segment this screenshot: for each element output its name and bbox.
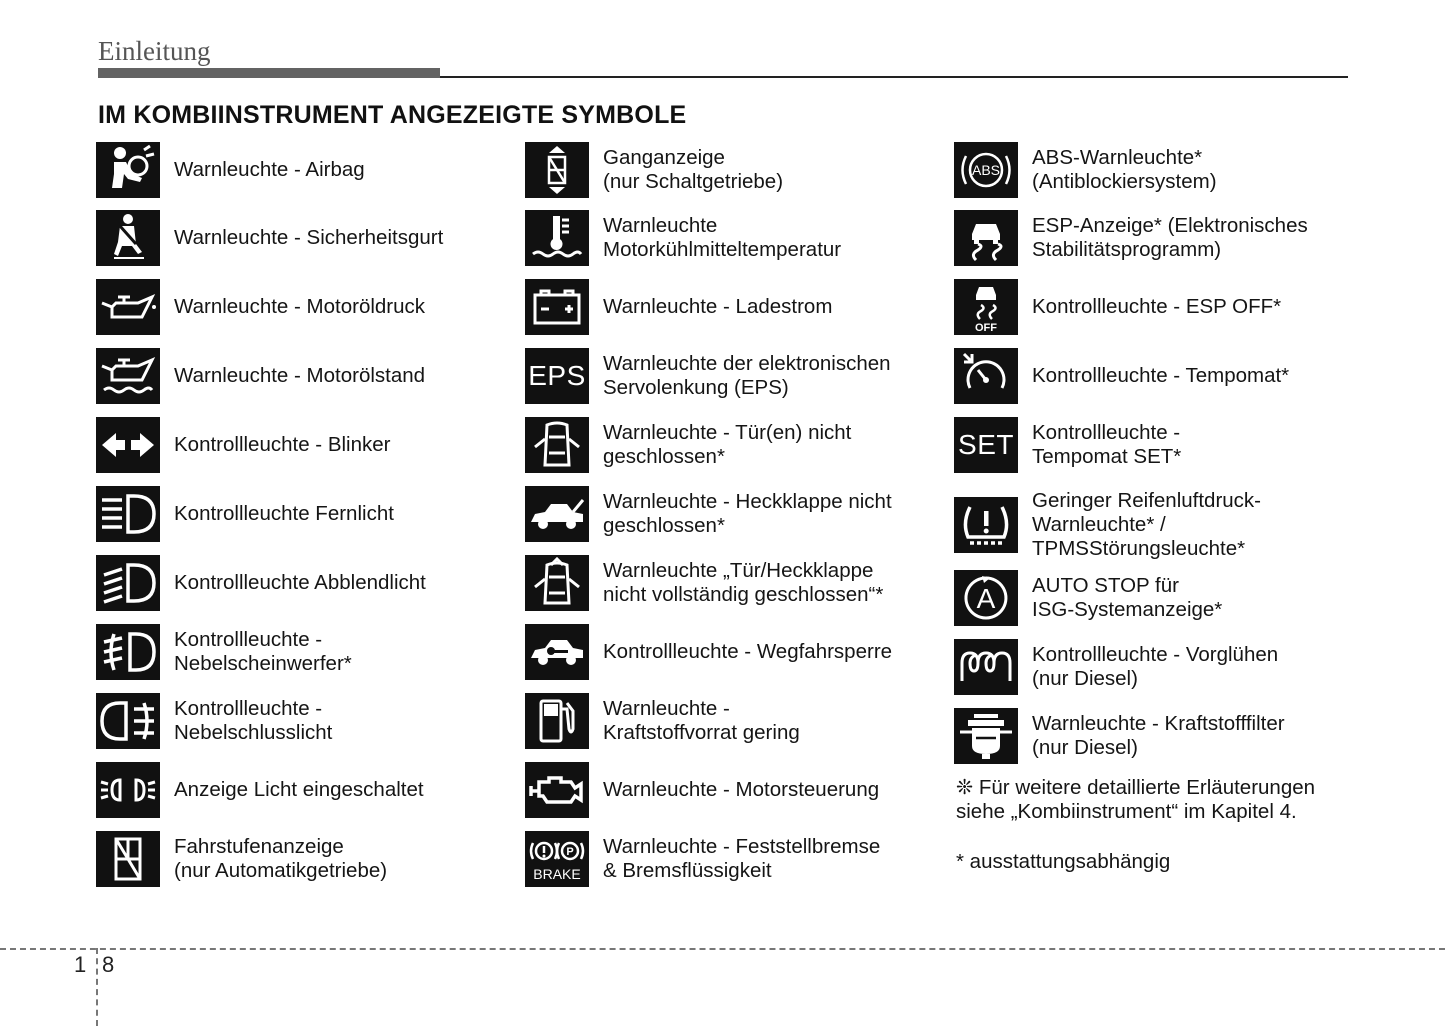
- equipment-note: * ausstattungsabhängig: [956, 850, 1171, 873]
- symbol-label: Geringer Reifenluftdruck- Warnleuchte* / TPMSStörungsleuchte*: [1032, 489, 1262, 560]
- symbol-label: Ganganzeige (nur Schaltgetriebe): [603, 146, 784, 193]
- symbol-item: [954, 708, 1285, 764]
- svg-text:P: P: [566, 846, 574, 858]
- oil-level-icon: [96, 348, 160, 404]
- header-rule: [440, 76, 1348, 78]
- svg-text:OFF: OFF: [975, 322, 997, 333]
- symbol-item: [525, 210, 841, 266]
- symbol-item: [525, 555, 883, 611]
- symbol-label: Fahrstufenanzeige (nur Automatikgetriebe): [174, 835, 388, 882]
- symbol-label: Warnleuchte „Tür/Heckklappe nicht vollständig geschlossen“*: [603, 559, 884, 606]
- symbol-item: [954, 142, 1217, 198]
- svg-text:BRAKE: BRAKE: [533, 866, 581, 882]
- turn-signal-icon: [96, 417, 160, 473]
- symbol-label: Warnleuchte Motorkühlmitteltemperatur: [603, 214, 842, 261]
- symbol-label: Warnleuchte - Motorsteuerung: [603, 778, 880, 801]
- battery-icon: [525, 279, 589, 335]
- symbol-item: [954, 639, 1278, 695]
- footer-rule: [0, 948, 1445, 950]
- seatbelt-icon: [96, 210, 160, 266]
- door-open-icon: [525, 417, 589, 473]
- symbol-label: Kontrollleuchte - Vorglühen (nur Diesel): [1032, 643, 1279, 690]
- symbol-item: [525, 417, 851, 473]
- esp-off-icon: [954, 279, 1018, 335]
- symbol-label: Anzeige Licht eingeschaltet: [174, 778, 424, 801]
- symbol-label: Kontrollleuchte Abblendlicht: [174, 571, 426, 594]
- symbol-item: [525, 279, 832, 335]
- symbol-label: ESP-Anzeige* (Elektronisches Stabilitätsprogramm): [1032, 214, 1308, 261]
- symbol-item: [96, 555, 426, 611]
- symbol-item: [954, 279, 1281, 335]
- symbol-label: Kontrollleuchte - Blinker: [174, 433, 391, 456]
- cruise-control-icon: [954, 348, 1018, 404]
- symbol-label: Warnleuchte der elektronischen Servolenkung (EPS): [603, 352, 891, 399]
- symbol-item: [96, 210, 443, 266]
- coolant-temp-icon: [525, 210, 589, 266]
- symbol-item: [525, 486, 892, 542]
- symbol-label: Warnleuchte - Motorölstand: [174, 364, 426, 387]
- symbol-item: [525, 624, 892, 680]
- oil-pressure-icon: [96, 279, 160, 335]
- brake-icon: [525, 831, 589, 887]
- symbol-label: ABS-Warnleuchte* (Antiblockiersystem): [1032, 146, 1217, 193]
- symbol-item: [96, 762, 424, 818]
- set-icon: SET: [954, 417, 1018, 473]
- symbol-item: [954, 210, 1308, 266]
- glow-plug-icon: [954, 639, 1018, 695]
- svg-text:A: A: [976, 583, 996, 614]
- shift-indicator-icon: [525, 142, 589, 198]
- door-trunk-open-icon: [525, 555, 589, 611]
- fuel-icon: [525, 693, 589, 749]
- eps-icon: EPS: [525, 348, 589, 404]
- trunk-open-icon: [525, 486, 589, 542]
- immobilizer-icon: [525, 624, 589, 680]
- light-on-icon: [96, 762, 160, 818]
- abs-icon: [954, 142, 1018, 198]
- symbol-label: Warnleuchte - Kraftstofffilter (nur Diesel): [1032, 712, 1285, 759]
- symbol-item: [96, 486, 394, 542]
- section-title: Einleitung: [98, 36, 211, 66]
- high-beam-icon: [96, 486, 160, 542]
- engine-check-icon: [525, 762, 589, 818]
- symbol-item: [96, 142, 365, 198]
- symbol-item: [96, 417, 391, 473]
- symbol-label: Warnleuchte - Sicherheitsgurt: [174, 226, 444, 249]
- symbol-label: Warnleuchte - Heckklappe nicht geschlossen*: [603, 490, 892, 537]
- section-bar: [98, 68, 440, 78]
- symbol-item: [525, 142, 783, 198]
- airbag-icon: [96, 142, 160, 198]
- chapter-number: 1: [74, 952, 87, 977]
- rear-fog-icon: [96, 693, 160, 749]
- symbol-label: Warnleuchte - Airbag: [174, 158, 365, 181]
- symbol-label: Warnleuchte - Ladestrom: [603, 295, 833, 318]
- symbol-item: [525, 693, 800, 749]
- symbol-item: [954, 348, 1289, 404]
- symbol-label: Kontrollleuchte - Nebelschlusslicht: [174, 697, 333, 744]
- symbol-item: [525, 831, 880, 887]
- gear-position-icon: [96, 831, 160, 887]
- symbol-label: Kontrollleuchte - Tempomat SET*: [1032, 421, 1182, 468]
- svg-text:ABS: ABS: [971, 162, 1001, 178]
- front-fog-icon: [96, 624, 160, 680]
- symbol-item: [954, 489, 1262, 560]
- esp-icon: [954, 210, 1018, 266]
- symbol-label: Warnleuchte - Kraftstoffvorrat gering: [603, 697, 800, 744]
- tpms-icon: [954, 497, 1018, 553]
- symbol-item: [96, 693, 332, 749]
- symbol-item: [525, 762, 879, 818]
- page-heading: IM KOMBIINSTRUMENT ANGEZEIGTE SYMBOLE: [98, 101, 687, 129]
- low-beam-icon: [96, 555, 160, 611]
- symbol-label: Warnleuchte - Motoröldruck: [174, 295, 426, 318]
- reference-note: ❊ Für weitere detaillierte Erläuterungen siehe „Kombiinstrument“ im Kapitel 4.: [956, 776, 1316, 823]
- symbol-item: [96, 279, 425, 335]
- page-number: 8: [102, 952, 115, 977]
- symbol-label: Kontrollleuchte Fernlicht: [174, 502, 394, 525]
- symbol-label: Kontrollleuchte - ESP OFF*: [1032, 295, 1282, 318]
- symbol-item: [954, 570, 1222, 626]
- auto-stop-icon: [954, 570, 1018, 626]
- symbol-item: [96, 624, 352, 680]
- symbol-item: [96, 831, 387, 887]
- symbol-label: Kontrollleuchte - Wegfahrsperre: [603, 640, 893, 663]
- symbol-label: Warnleuchte - Tür(en) nicht geschlossen*: [603, 421, 852, 468]
- symbol-item: [96, 348, 425, 404]
- symbol-item: [525, 348, 891, 404]
- page-number-divider: [96, 948, 98, 1026]
- symbol-label: Warnleuchte - Feststellbremse & Bremsflüssigkeit: [603, 835, 881, 882]
- fuel-filter-icon: [954, 708, 1018, 764]
- symbol-item: [954, 417, 1181, 473]
- symbol-label: Kontrollleuchte - Nebelscheinwerfer*: [174, 628, 352, 675]
- symbol-label: Kontrollleuchte - Tempomat*: [1032, 364, 1290, 387]
- symbol-label: AUTO STOP für ISG-Systemanzeige*: [1032, 574, 1223, 621]
